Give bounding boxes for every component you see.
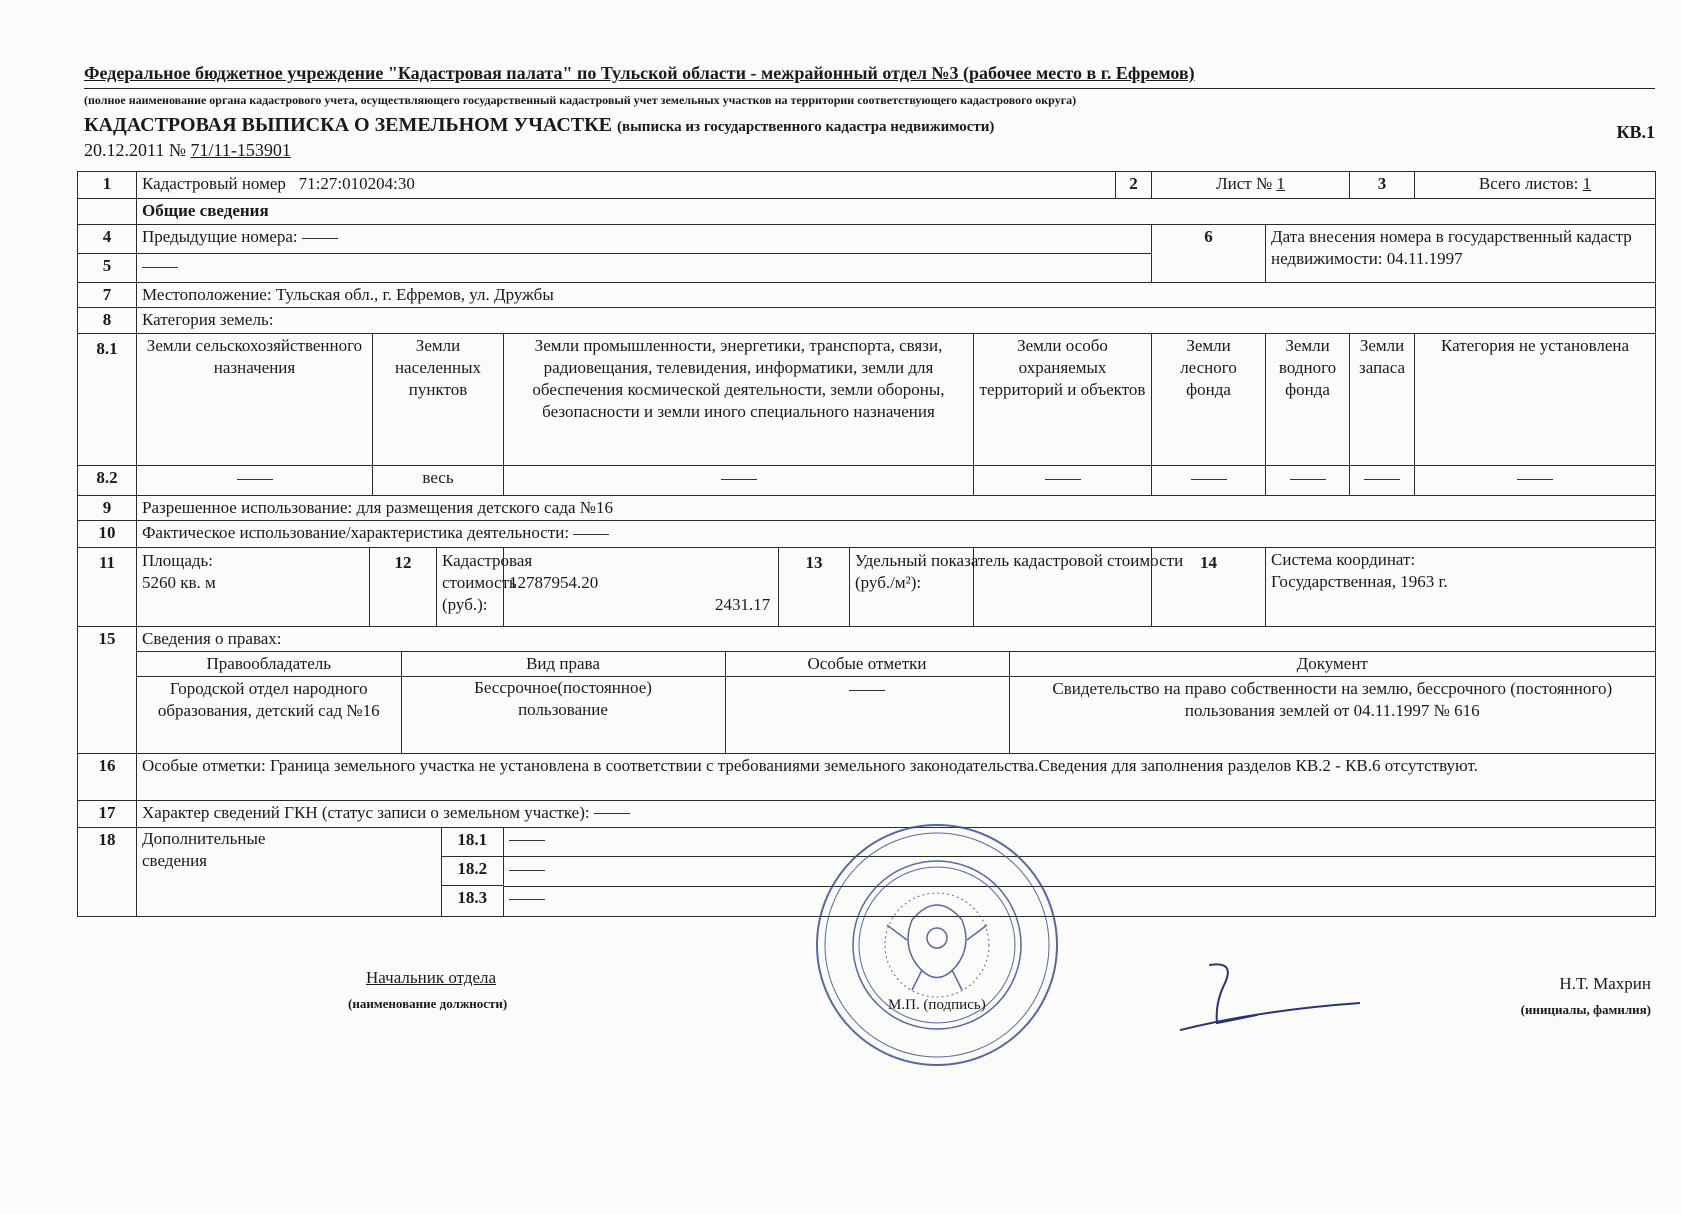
rights-document: Свидетельство на право собственности на землю, бессрочного (постоянного) пользования землей от 04.11.1997 № 616	[1009, 677, 1655, 753]
value-protected	[974, 466, 1152, 496]
sub-num: 18.1	[441, 828, 503, 857]
row-8	[78, 308, 1656, 334]
category-settlements: Земли населенных пунктов	[373, 334, 504, 466]
dash	[509, 899, 545, 900]
document-title	[84, 114, 994, 137]
category-forest: Земли лесного фонда	[1152, 334, 1266, 466]
previous-numbers-cell	[137, 225, 1152, 254]
category-reserve: Земли запаса	[1350, 334, 1415, 466]
spacer	[334, 828, 441, 857]
row-1	[78, 172, 1656, 199]
value-agricultural	[137, 466, 373, 496]
sheet-value: 1	[1276, 174, 1285, 193]
category-water: Земли водного фонда	[1266, 334, 1350, 466]
total-sheets-cell	[1415, 172, 1656, 199]
land-category-label: Категория земель:	[137, 308, 1656, 334]
row-8-2	[78, 466, 1656, 496]
cadastral-value: 12787954.20	[509, 573, 599, 593]
row-num: 10	[78, 521, 137, 548]
row-num: 11	[78, 548, 137, 627]
coordinate-system-value: Государственная, 1963 г.	[1271, 572, 1448, 592]
row-5-value	[137, 254, 1152, 283]
rights-header-document: Документ	[1009, 652, 1655, 677]
signer-name-caption: (инициалы, фамилия)	[1520, 1002, 1651, 1017]
header-divider	[84, 88, 1655, 89]
row-4	[78, 225, 1656, 254]
dash	[594, 813, 630, 814]
row-general	[78, 199, 1656, 225]
row-16	[78, 753, 1656, 800]
cadastral-number-cell	[137, 172, 1116, 199]
rights-table	[137, 652, 1655, 753]
row-num: 14	[1152, 548, 1266, 627]
rights-cell	[137, 627, 1656, 754]
row-num: 3	[1350, 172, 1415, 199]
dash	[302, 238, 338, 239]
rights-type: Бессрочное(постоянное) пользование	[401, 677, 725, 753]
additional-info-cell	[137, 827, 504, 916]
title-main: КАДАСТРОВАЯ ВЫПИСКА О ЗЕМЕЛЬНОМ УЧАСТКЕ	[84, 114, 612, 136]
row-num: 16	[78, 753, 137, 800]
area-text	[137, 548, 370, 626]
status-text: Характер сведений ГКН (статус записи о земельном участке):	[142, 802, 590, 822]
dash	[1045, 479, 1081, 480]
registration-date: Дата внесения номера в государственный кадастр недвижимости: 04.11.1997	[1266, 225, 1656, 283]
row-8-1	[78, 334, 1656, 466]
official-stamp	[812, 820, 1062, 1070]
row-num: 12	[394, 553, 412, 573]
dash	[1364, 479, 1400, 480]
row-num: 8.2	[78, 466, 137, 496]
dash	[573, 534, 609, 535]
seal-signature-caption: М.П. (подпись)	[888, 997, 986, 1013]
signer-position: Начальник отдела	[366, 968, 497, 987]
general-info-heading: Общие сведения	[137, 199, 1656, 225]
cadastral-table	[77, 171, 1656, 917]
dash	[509, 870, 545, 871]
row-7	[78, 283, 1656, 308]
value-reserve	[1350, 466, 1415, 496]
row-num: 4	[78, 225, 137, 254]
row-15	[78, 627, 1656, 754]
dash	[1290, 479, 1326, 480]
additional-18-2	[504, 857, 1656, 886]
row-num: 13	[805, 553, 823, 573]
title-sub: (выписка из государственного кадастра недвижимости)	[617, 119, 995, 135]
rights-holder: Городской отдел народного образования, детский сад №16	[137, 677, 401, 753]
dash	[142, 267, 178, 268]
dash	[849, 690, 885, 691]
rights-notes	[725, 677, 1009, 753]
cadastral-number-label: Кадастровый номер	[142, 174, 286, 193]
rights-header-holder: Правообладатель	[137, 652, 401, 677]
sub-num: 18.3	[441, 886, 503, 916]
row-10	[78, 521, 1656, 548]
spacer	[509, 550, 773, 572]
value-forest	[1152, 466, 1266, 496]
value-settlements: весь	[373, 466, 504, 496]
form-code: КВ.1	[1616, 122, 1655, 142]
location: Местоположение: Тульская обл., г. Ефремов, ул. Дружбы	[137, 283, 1656, 308]
row-num: 17	[78, 800, 137, 827]
cadastral-value-label: Кадастровая стоимость (руб.):	[442, 551, 533, 615]
row-num: 2	[1116, 172, 1152, 199]
row-11-14	[78, 548, 1656, 627]
additional-18-1	[504, 827, 1656, 856]
date-text: 20.12.2011 №	[84, 140, 187, 160]
dash	[1191, 479, 1227, 480]
category-protected: Земли особо охраняемых территорий и объектов	[974, 334, 1152, 466]
coordinate-system-label: Система координат:	[1271, 550, 1416, 570]
signer-position-caption: (наименование должности)	[348, 996, 508, 1011]
total-sheets-label: Всего листов:	[1478, 174, 1579, 193]
additional-18-3	[504, 886, 1656, 916]
spacer	[334, 886, 441, 916]
rights-title: Сведения о правах:	[137, 627, 1655, 652]
signature-scribble	[1180, 960, 1360, 1060]
row-num: 6	[1152, 225, 1266, 283]
dash	[509, 840, 545, 841]
special-notes: Особые отметки: Граница земельного участка не установлена в соответствии с требованиями земельного законодательства.Сведения для заполнения разделов КВ.2 - КВ.6 отсутствуют.	[137, 753, 1656, 800]
value-industry	[504, 466, 974, 496]
signer-name: Н.Т. Махрин	[1559, 974, 1651, 993]
dash	[1517, 479, 1553, 480]
value-undefined	[1415, 466, 1656, 496]
cadastral-value-text	[437, 548, 533, 626]
value-water	[1266, 466, 1350, 496]
permitted-use: Разрешенное использование: для размещения детского сада №16	[137, 496, 1656, 521]
organization-note: (полное наименование органа кадастрового учета, осуществляющего государственный кадастровый учет земельных участков на территории соответствующего кадастрового округа)	[84, 93, 1077, 107]
additional-info-inner	[137, 828, 503, 916]
dash	[721, 479, 757, 480]
document-number: 71/11-153901	[190, 140, 291, 160]
sub-num: 18.2	[441, 857, 503, 886]
area-inner	[137, 548, 533, 626]
unit-value: 2431.17	[715, 595, 771, 615]
actual-use: Фактическое использование/характеристика деятельности:	[142, 523, 570, 543]
additional-info-label: Дополнительные сведения	[142, 828, 266, 870]
organization-name: Федеральное бюджетное учреждение "Кадастровая палата" по Тульской области - межрайонный отдел №3 (рабочее место в г. Ефремов)	[84, 63, 1195, 83]
category-agricultural: Земли сельскохозяйственного назначения	[137, 334, 373, 466]
sheet-number-cell	[1152, 172, 1350, 199]
unit-value-label: Удельный показатель кадастровой стоимости (руб./м²):	[855, 551, 1184, 593]
row-num: 1	[78, 172, 137, 199]
row-num: 8.1	[78, 334, 137, 466]
actual-use-cell	[137, 521, 1656, 548]
sheet-label: Лист №	[1216, 174, 1273, 193]
rights-header-notes: Особые отметки	[725, 652, 1009, 677]
row-num: 7	[78, 283, 137, 308]
rights-header-type: Вид права	[401, 652, 725, 677]
spacer	[334, 857, 441, 886]
row-num: 8	[78, 308, 137, 334]
area-value: 5260 кв. м	[142, 573, 216, 593]
total-sheets-value: 1	[1582, 174, 1592, 193]
area-label: Площадь:	[142, 551, 214, 571]
row-9	[78, 496, 1656, 521]
cadastral-number: 71:27:010204:30	[298, 174, 415, 193]
row-num: 18	[78, 827, 137, 916]
document-date	[84, 140, 291, 161]
row-num: 5	[78, 254, 137, 283]
dash	[237, 479, 273, 480]
row-num: 15	[78, 627, 137, 754]
coordinate-system-cell	[1266, 548, 1656, 627]
category-industry: Земли промышленности, энергетики, транспорта, связи, радиовещания, телевидения, информатики, земли для обеспечения космической деятельности, земли обороны, безопасности и земли иного специального назначения	[504, 334, 974, 466]
category-undefined: Категория не установлена	[1415, 334, 1656, 466]
empty-num	[78, 199, 137, 225]
previous-numbers-label: Предыдущие номера:	[142, 227, 298, 246]
area-cell	[137, 548, 533, 627]
row-num: 9	[78, 496, 137, 521]
